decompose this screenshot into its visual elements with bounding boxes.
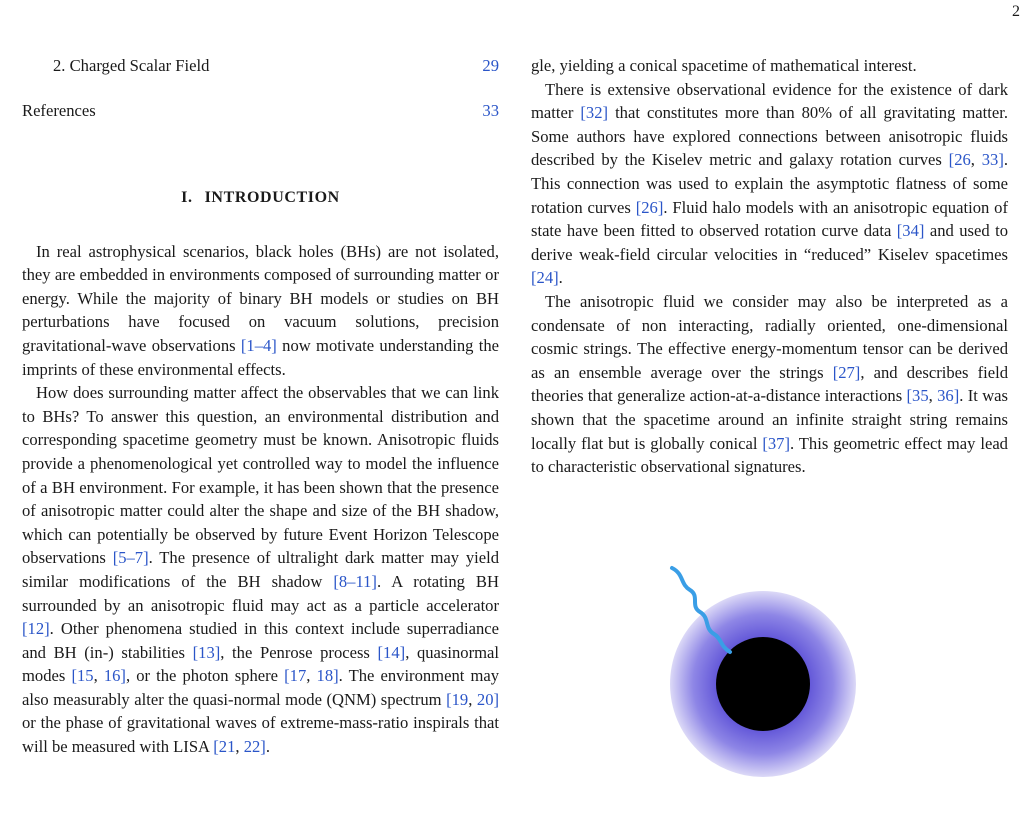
text-run: . Other phenomena studied in this context include superradiance and BH (in-) stabilities [22, 619, 499, 662]
text-run: , [93, 666, 104, 686]
text-run: , [468, 689, 477, 709]
page-number: 2 [1012, 3, 1020, 20]
citation-link[interactable]: [26] [635, 197, 664, 217]
text-run: . It was shown that the spacetime around an infinite straight string remains locally flat but is globally conical [531, 386, 1008, 453]
citation-link[interactable]: [24] [531, 268, 559, 288]
citation-link[interactable]: 22] [243, 737, 266, 757]
text-run: . A rotating BH surrounded by an anisotropic fluid may act as a particle accelerator [22, 571, 499, 615]
text-run: gle, yielding a conical spacetime of mathematical interest. [531, 56, 917, 75]
citation-link[interactable]: [37] [762, 433, 791, 453]
citation-link[interactable]: 16] [103, 666, 126, 686]
citation-link[interactable]: 36] [937, 386, 960, 406]
text-run: There is extensive observational evidence for the existence of dark matter [531, 79, 1008, 123]
text-run: now motivate understanding the imprints of these environmental effects. [22, 335, 499, 379]
section-heading [22, 186, 499, 210]
citation-link[interactable]: 33] [981, 150, 1004, 170]
paragraph [531, 78, 1008, 290]
text-run: . This geometric effect may lead to characteristic observational signatures. [531, 433, 1008, 477]
toc-entry[interactable] [22, 54, 499, 78]
black-hole-illustration [660, 560, 860, 780]
text-run: , quasinormal modes [22, 642, 499, 686]
text-run: , or the photon sphere [125, 666, 285, 686]
text-run: and used to derive weak-field circular velocities in “reduced” Kiselev spacetimes [531, 221, 1008, 264]
left-column [22, 54, 499, 759]
citation-link[interactable]: [35 [906, 386, 929, 406]
toc-entry-page-link[interactable]: 29 [482, 56, 499, 75]
right-column [531, 54, 1008, 479]
citation-link[interactable]: [34] [896, 221, 925, 241]
text-run: . The environment may also measurably alter the quasi-normal mode (QNM) spectrum [22, 666, 500, 709]
citation-link[interactable]: [32] [580, 103, 609, 123]
citation-link[interactable]: [14] [377, 642, 406, 662]
text-run: , [235, 737, 244, 757]
text-run: , and describes field theories that generalize action-at-a-distance interactions [531, 362, 1009, 406]
citation-link[interactable]: 18] [316, 666, 339, 686]
black-hole-figure [660, 560, 860, 780]
paragraph [531, 290, 1008, 479]
paragraph [22, 240, 499, 382]
toc-entry-label: 2. Charged Scalar Field [53, 56, 210, 75]
text-run: The anisotropic fluid we consider may also be interpreted as a condensate of non interacting, radially oriented, one-dimensional cosmic strings. The effective energy-momentum tensor can be derived as an ensemble average over the strings [531, 291, 1008, 382]
section-number: I. [181, 189, 193, 206]
citation-link[interactable]: [5–7] [112, 548, 149, 568]
text-run: that constitutes more than 80% of all gravitating matter. Some authors have explored connections between anisotropic fluids described by the Kiselev metric and galaxy rotation curves [531, 103, 1008, 170]
citation-link[interactable]: [19 [446, 689, 469, 709]
citation-link[interactable]: [1–4] [240, 335, 277, 355]
text-run: . Fluid halo models with an anisotropic equation of state have been fitted to observed rotation curve data [531, 197, 1008, 241]
text-run: . [558, 268, 563, 288]
citation-link[interactable]: [13] [192, 642, 221, 662]
text-run: or the phase of gravitational waves of extreme-mass-ratio inspirals that will be measured with LISA [22, 713, 499, 757]
text-run: . [265, 737, 270, 757]
text-run: , the Penrose process [220, 642, 378, 662]
text-run: . This connection was used to explain the asymptotic flatness of some rotation curves [531, 150, 1009, 217]
toc-entry-label: References [22, 101, 96, 120]
paragraph [22, 381, 499, 759]
text-run: , [970, 150, 982, 170]
toc-entry-page-link[interactable]: 33 [482, 101, 499, 120]
text-run: . The presence of ultralight dark matter may yield similar modifications of the BH shadow [22, 548, 499, 591]
section-title: INTRODUCTION [204, 189, 340, 206]
citation-link[interactable]: [15 [71, 666, 94, 686]
citation-link[interactable]: [21 [213, 737, 236, 757]
citation-link[interactable]: [27] [832, 362, 861, 382]
citation-link[interactable]: 20] [476, 689, 500, 709]
citation-link[interactable]: [8–11] [333, 571, 377, 591]
text-run: , [306, 666, 317, 686]
paragraph [531, 54, 1008, 78]
text-run: , [928, 386, 938, 406]
toc-entry[interactable] [22, 99, 499, 123]
text-run: How does surrounding matter affect the observables that we can link to BHs? To answer this question, an environmental distribution and corresponding spacetime geometry must be known. Anisotropic fluids provide a phenomenological yet controlled way to model the influence of a BH environment. For example, it has been shown that the presence of anisotropic matter could alter the shape and size of the BH shadow, which can potentially be observed by future Event Horizon Telescope observations [22, 383, 499, 568]
citation-link[interactable]: [17 [284, 666, 307, 686]
citation-link[interactable]: [26 [948, 150, 971, 170]
text-run: In real astrophysical scenarios, black holes (BHs) are not isolated, they are embedded in environments composed of surrounding matter or energy. While the majority of binary BH models or studies on BH perturbations have focused on vacuum solutions, precision gravitational-wave observations [22, 241, 499, 355]
citation-link[interactable]: [12] [22, 619, 50, 639]
